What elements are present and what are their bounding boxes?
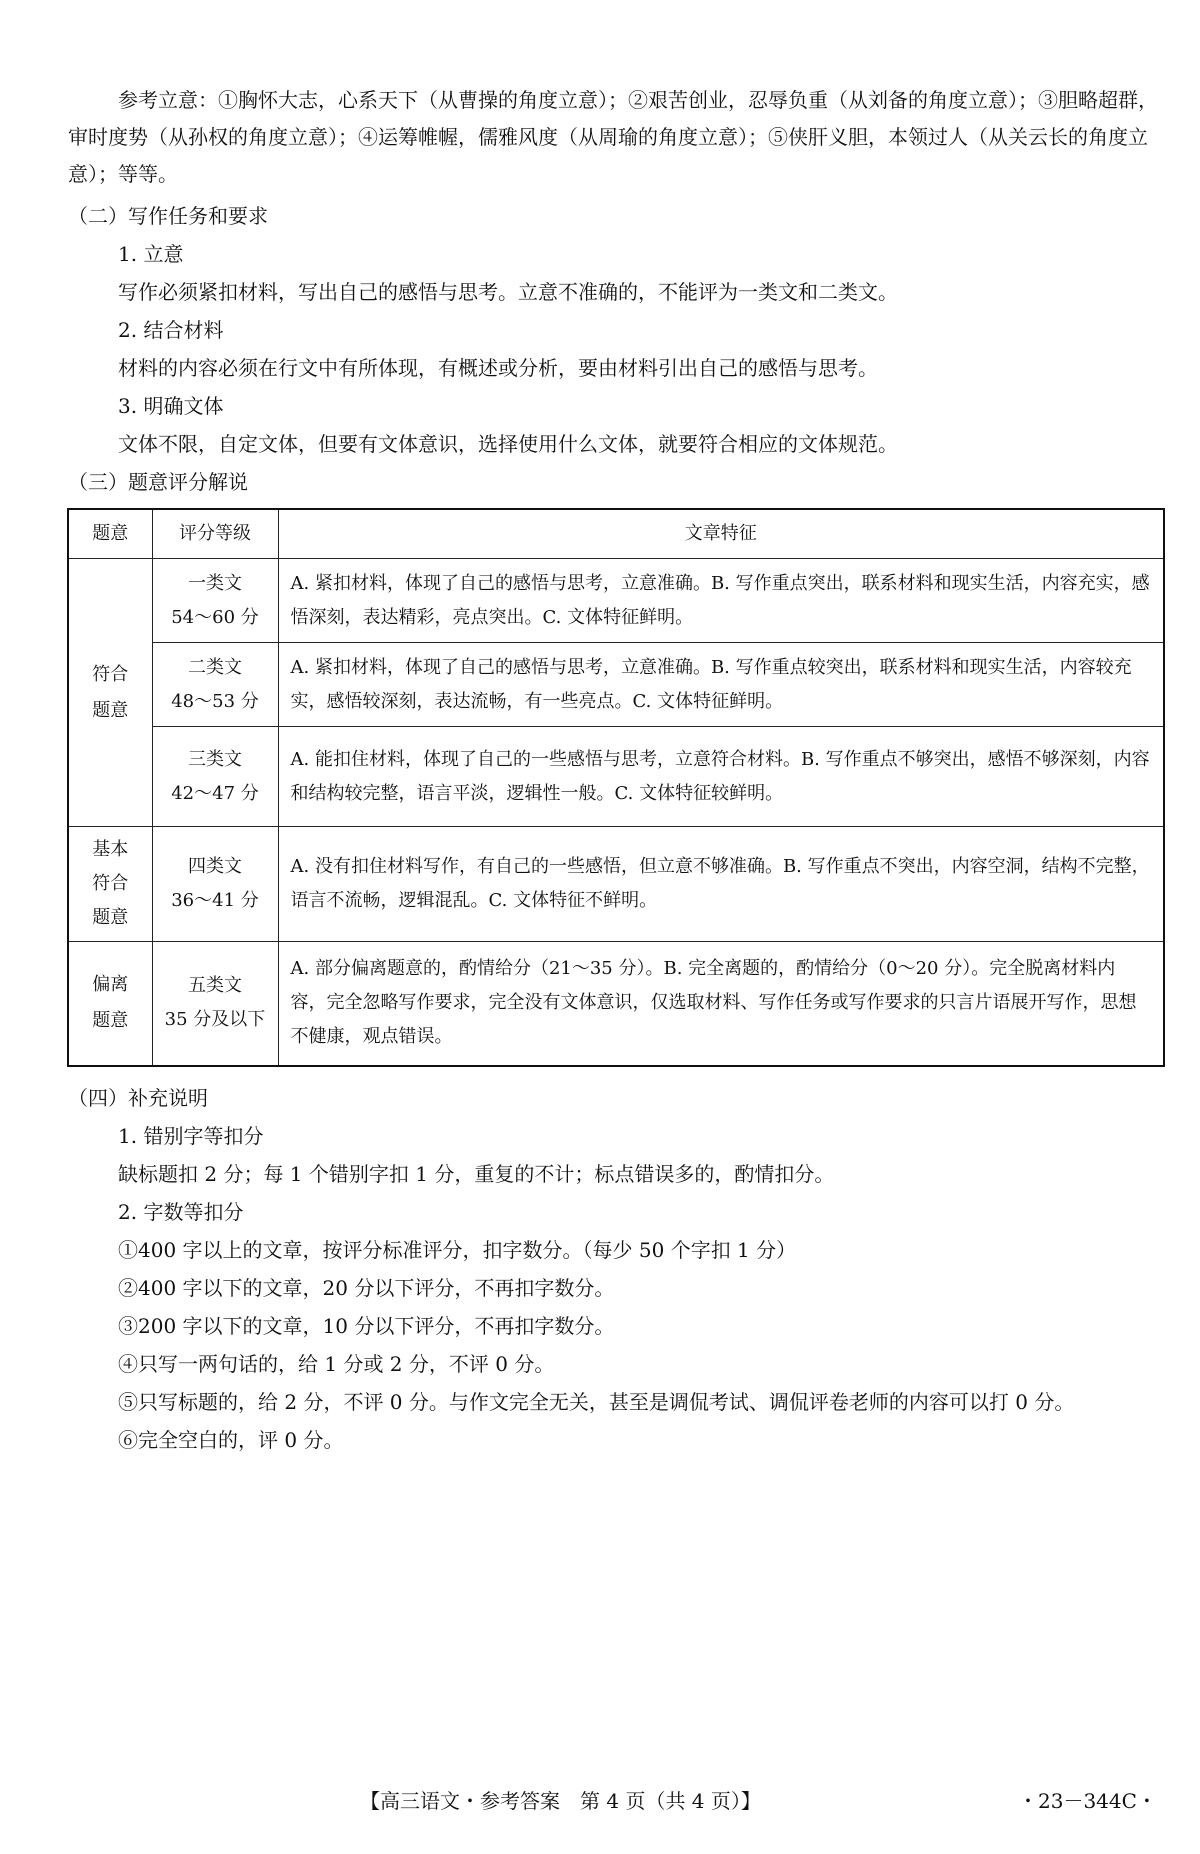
grade-name: 五类文 [188,975,242,997]
grade-name: 四类文 [188,856,242,877]
group-label-cell [68,942,152,1066]
table-row [68,559,1164,643]
section-3-heading: （三）题意评分解说 [68,470,248,494]
word-count-rule: ①400 字以上的文章，按评分标准评分，扣字数分。（每少 50 个字扣 1 分） [118,1238,797,1262]
reference-ideas-paragraph: 参考立意：①胸怀大志，心系天下（从曹操的角度立意）；②艰苦创业，忍辱负重（从刘备的角度立意）；③胆略超群，审时度势（从孙权的角度立意）；④运筹帷幄，儒雅风度（从周瑜的角度立意）；⑤侠肝义胆，本领过人（从关云长的角度立意）；等等。 [68,88,1158,186]
grading-table [67,508,1165,1067]
section-2-item-3-text: 文体不限，自定文体，但要有文体意识，选择使用什么文体，就要符合相应的文体规范。 [118,432,898,456]
section-2-item-3-title: 3. 明确文体 [118,394,224,418]
table-header-row [68,509,1164,559]
feature-cell: A. 能扣住材料，体现了自己的一些感悟与思考，立意符合材料。B. 写作重点不够突出，感悟不够深刻，内容和结构较完整，语言平淡，逻辑性一般。C. 文体特征较鲜明。 [278,727,1164,827]
grade-score: 54～60 分 [171,606,259,628]
footer-page-info: 【高三语文・参考答案 第 4 页（共 4 页）】 [360,1789,761,1813]
grade-score: 48～53 分 [171,690,259,712]
section-4-sub2-title: 2. 字数等扣分 [118,1200,244,1224]
word-count-rule: ②400 字以下的文章，20 分以下评分，不再扣字数分。 [118,1276,615,1300]
group-label: 符合题意 [92,663,129,721]
feature-cell: A. 没有扣住材料写作，有自己的一些感悟，但立意不够准确。B. 写作重点不突出，内容空洞，结构不完整，语言不流畅，逻辑混乱。C. 文体特征不鲜明。 [278,827,1164,942]
grade-name: 一类文 [188,572,242,594]
feature-cell: A. 紧扣材料，体现了自己的感悟与思考，立意准确。B. 写作重点突出，联系材料和现实生活，内容充实，感悟深刻，表达精彩，亮点突出。C. 文体特征鲜明。 [278,559,1164,643]
section-2-item-2-title: 2. 结合材料 [118,318,224,342]
grade-score: 35 分及以下 [164,1009,266,1031]
table-row [68,942,1164,1066]
section-2-item-2-text: 材料的内容必须在行文中有所体现，有概述或分析，要由材料引出自己的感悟与思考。 [118,356,878,380]
grade-score: 36～41 分 [171,890,259,911]
section-2-heading: （二）写作任务和要求 [68,204,268,228]
section-4-sub1-text: 缺标题扣 2 分；每 1 个错别字扣 1 分，重复的不计；标点错误多的，酌情扣分。 [118,1162,835,1186]
footer-code: ・23－344C・ [1018,1789,1157,1813]
section-4-sub1-title: 1. 错别字等扣分 [118,1124,264,1148]
table-row [68,727,1164,827]
section-4-heading: （四）补充说明 [68,1086,208,1110]
table-header-cell: 题意 [68,509,152,559]
word-count-rule: ③200 字以下的文章，10 分以下评分，不再扣字数分。 [118,1314,615,1338]
table-row [68,643,1164,727]
section-2-item-1-title: 1. 立意 [118,242,184,266]
feature-cell: A. 紧扣材料，体现了自己的感悟与思考，立意准确。B. 写作重点较突出，联系材料和现实生活，内容较充实，感悟较深刻，表达流畅，有一些亮点。C. 文体特征鲜明。 [278,643,1164,727]
grade-cell [152,827,278,942]
grade-cell [152,727,278,827]
table-header-cell: 评分等级 [152,509,278,559]
grade-cell [152,559,278,643]
group-label-cell [68,559,152,827]
grade-score: 42～47 分 [171,782,259,804]
word-count-rule: ⑥完全空白的，评 0 分。 [118,1428,344,1452]
table-header-cell: 文章特征 [278,509,1164,559]
grade-cell [152,942,278,1066]
group-label: 偏离题意 [92,974,129,1032]
feature-cell: A. 部分偏离题意的，酌情给分（21～35 分）。B. 完全离题的，酌情给分（0～20 分）。完全脱离材料内容，完全忽略写作要求，完全没有文体意识，仅选取材料、写作任务或写作要求的只言片语展开写作，思想不健康，观点错误。 [278,942,1164,1066]
group-label-cell [68,827,152,942]
grade-name: 二类文 [188,656,242,678]
grade-cell [152,643,278,727]
word-count-rule: ⑤只写标题的，给 2 分，不评 0 分。与作文完全无关，甚至是调侃考试、调侃评卷老师的内容可以打 0 分。 [118,1390,1075,1414]
group-label: 基本符合题意 [92,839,129,928]
section-2-item-1-text: 写作必须紧扣材料，写出自己的感悟与思考。立意不准确的，不能评为一类文和二类文。 [118,280,898,304]
word-count-rule: ④只写一两句话的，给 1 分或 2 分，不评 0 分。 [118,1352,555,1376]
table-row [68,827,1164,942]
grade-name: 三类文 [188,748,242,770]
